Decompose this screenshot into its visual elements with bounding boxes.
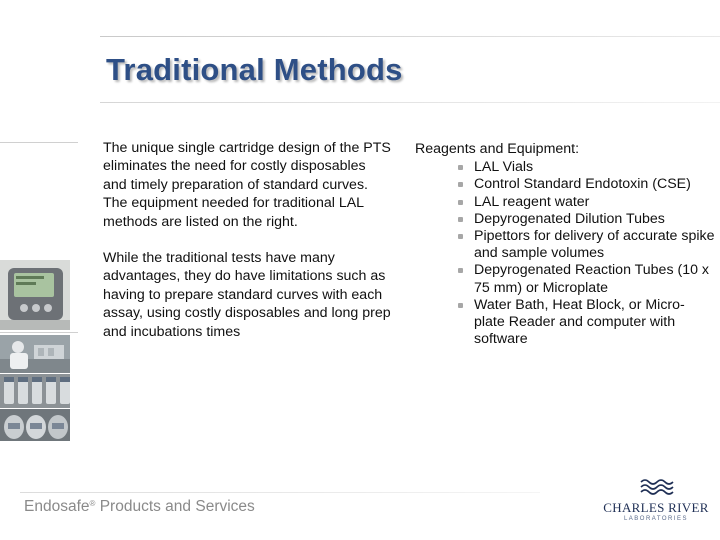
list-item: Water Bath, Heat Block, or Micro-plate Reader and computer with software [474,297,715,349]
logo-name: CHARLES RIVER [603,500,709,515]
list-item: Control Standard Endotoxin (CSE) [474,176,715,193]
limitations-paragraph: While the traditional tests have many advantages, they do have limitations such as having to prepare standard curves with each assay, using costly disposables and long prep and incubations times [103,250,391,340]
right-text-column [415,141,715,348]
slide-title: Traditional Methods [106,52,403,87]
list-item: LAL Vials [474,159,715,176]
list-item: Depyrogenated Dilution Tubes [474,211,715,228]
pts-device-icon [0,260,70,330]
list-item: Depyrogenated Reaction Tubes (10 x 75 mm) or Microplate [474,262,715,296]
equipment-list [415,159,715,348]
intro-paragraph: The unique single cartridge design of the PTS eliminates the need for costly disposables and timely preparation of standard curves. The equipment needed for traditional LAL methods are listed on the right. [103,140,391,230]
vials-icon [0,374,70,408]
registered-mark: ® [89,499,96,508]
photo-strip-top-line [0,142,78,143]
left-text-column [103,139,393,341]
lab-worker-photo [0,335,70,373]
footer-brand: Endosafe [24,498,90,515]
waves-logo-icon [640,476,674,496]
lab-worker-icon [0,335,70,373]
list-item: LAL reagent water [474,194,715,211]
top-rule [100,36,720,37]
pts-device-photo [0,260,70,330]
title-underline-rule [100,102,720,103]
vials-closeup-icon [0,409,70,441]
logo-subtitle: LABORATORIES [623,516,689,522]
photo-divider-1 [0,332,78,333]
footer-rule [20,492,540,493]
bullet-icon [458,234,463,239]
photo-strip [0,142,78,442]
footer-text [24,498,255,516]
bullet-icon [458,268,463,273]
vials-photo-1 [0,374,70,408]
bullet-icon [458,165,463,170]
charles-river-logo [600,476,712,528]
bullet-icon [458,217,463,222]
bullet-icon [458,303,463,308]
bullet-icon [458,200,463,205]
list-item: Pipettors for delivery of accurate spike and sample volumes [474,228,715,262]
footer-suffix: Products and Services [95,498,255,515]
vials-photo-2 [0,409,70,441]
bullet-icon [458,182,463,187]
equipment-heading: Reagents and Equipment: [415,141,580,157]
